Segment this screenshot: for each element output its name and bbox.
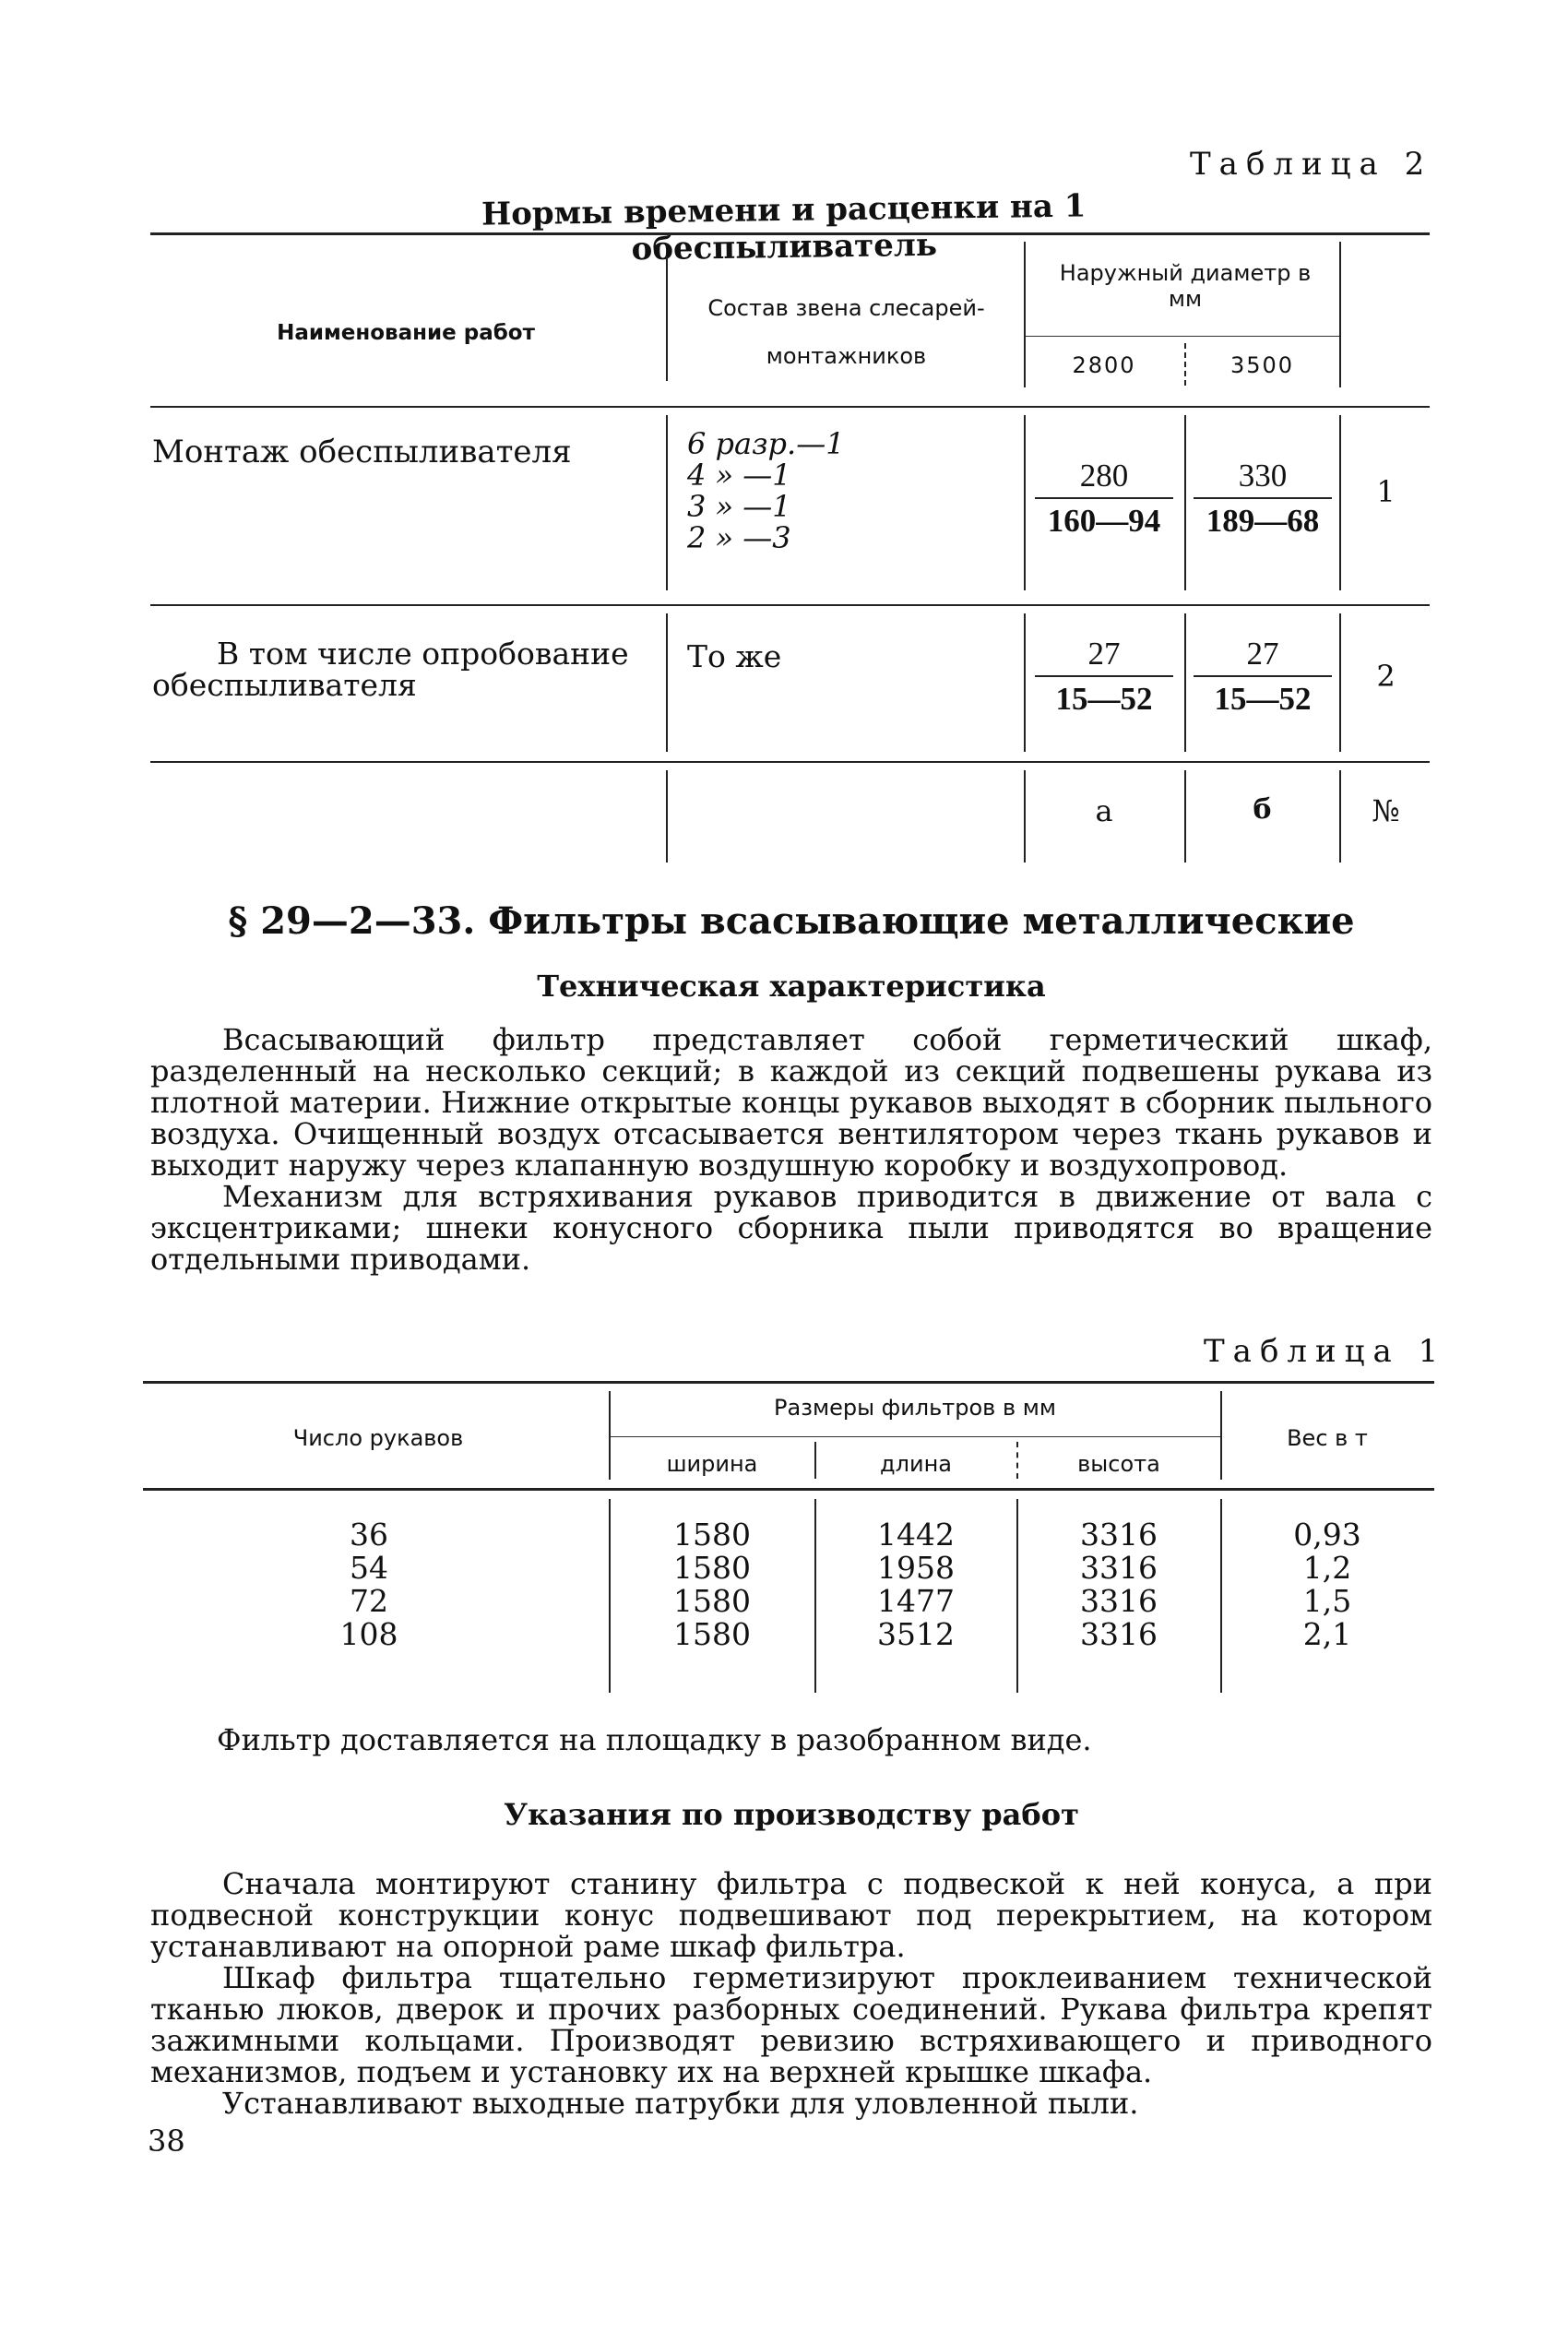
table2-header-team: Состав звена слесарей-монтажников [707, 295, 985, 369]
section-title: § 29—2—33. Фильтры всасывающие металлические [228, 899, 1355, 943]
table1-col-length [816, 1518, 1016, 1651]
table1-header-width: ширина [666, 1451, 758, 1477]
table2-r2-line-2 [1024, 613, 1026, 752]
table2-top-rule [150, 232, 1430, 235]
fraction-numerator: 280 [1079, 458, 1129, 494]
table1-header-sizes: Размеры фильтров в мм [774, 1395, 1056, 1421]
table2-header-work: Наименование работ [277, 321, 535, 345]
table-cell: 1580 [673, 1550, 751, 1586]
table2-row2-work: В том числе опробование обеспыливателя [152, 636, 629, 703]
table-cell: 1580 [673, 1583, 751, 1619]
table2-row2-rate-b [1194, 635, 1332, 718]
fraction-denominator: 160—94 [1047, 503, 1161, 539]
table1-header-weight: Вес в т [1287, 1425, 1368, 1451]
table-cell: 1580 [673, 1616, 751, 1652]
delivery-note: Фильтр доставляется на площадку в разобранном виде. [217, 1722, 1092, 1757]
table2-header-d1: 2800 [1072, 352, 1136, 378]
table-cell: 108 [339, 1616, 398, 1652]
fraction-bar [1194, 675, 1332, 677]
paragraph: Всасывающий фильтр представляет собой герметический шкаф, разделенный на несколько секций; в каждой из секций подвешены рукава из плотной материи. Нижние открытые концы рукавов выходят в сборник пыльного воздуха. Очищенный воздух отсасывается вентилятором через ткань рукавов и выходит наружу через клапанную воздушную коробку и воздухопровод. [150, 1022, 1432, 1183]
table1-col-height [1018, 1518, 1219, 1651]
table2-row2-team: То же [687, 638, 782, 674]
instructions-text [150, 1868, 1432, 2119]
section-subtitle: Техническая характеристика [537, 969, 1046, 1004]
table2-r2-line-4 [1339, 613, 1341, 752]
table2-row1-work: Монтаж обеспыливателя [152, 434, 572, 470]
page-number: 38 [148, 2124, 185, 2159]
table1-col-weight [1222, 1518, 1432, 1651]
table2-r1-line-3 [1184, 415, 1186, 590]
instructions-title: Указания по производству работ [504, 1797, 1079, 1832]
table1-header-height: высота [1077, 1451, 1160, 1477]
fraction-denominator: 15—52 [1214, 681, 1312, 717]
table2-col-line-1 [666, 256, 668, 381]
table1-header-length: длина [880, 1451, 952, 1477]
table2-row1-no: 1 [1376, 474, 1396, 509]
table-cell: 1442 [877, 1517, 955, 1553]
team-line: 4 » —1 [687, 458, 791, 493]
table-cell: 3316 [1080, 1517, 1158, 1553]
table2-header-d2: 3500 [1229, 352, 1295, 378]
table2-label: Таблица 2 [1190, 146, 1433, 183]
table-cell: 36 [350, 1517, 388, 1553]
table2-row1-rate-a [1035, 457, 1173, 540]
team-line: 6 разр.—1 [687, 426, 845, 461]
fraction-numerator: 330 [1238, 458, 1288, 494]
fraction-numerator: 27 [1246, 636, 1279, 672]
table2-r1-line-1 [666, 415, 668, 590]
fraction-denominator: 189—68 [1206, 503, 1320, 539]
paragraph: Устанавливают выходные патрубки для уловленной пыли. [222, 2086, 1139, 2121]
section-text [150, 1024, 1432, 1275]
table-cell: 1,2 [1302, 1550, 1352, 1586]
table1-col-width [611, 1518, 814, 1651]
table2-f-line-1 [666, 770, 668, 863]
table1-sizes-rule [609, 1436, 1220, 1437]
table2-footer-no: № [1372, 793, 1400, 828]
table2-row2-no: 2 [1376, 659, 1396, 694]
table1-col-count [277, 1518, 461, 1651]
table-cell: 54 [350, 1550, 388, 1586]
table2-title: Нормы времени и расценки на 1 обеспыливатель [481, 187, 1087, 268]
paragraph: Сначала монтируют станину фильтра с подвеской к ней конуса, а при подвесной конструкции конус подвешивают под перекрытием, на котором устанавливают на опорной раме шкаф фильтра. [150, 1866, 1432, 1964]
table-cell: 3316 [1080, 1616, 1158, 1652]
table-cell: 1580 [673, 1517, 751, 1553]
table-cell: 3316 [1080, 1583, 1158, 1619]
table2-header-rule [150, 406, 1430, 408]
table-cell: 1477 [877, 1583, 955, 1619]
table2-r2-line-3 [1184, 613, 1186, 752]
table2-diameter-rule [1024, 336, 1339, 337]
table2-row-rule-2 [150, 761, 1430, 763]
fraction-denominator: 15—52 [1055, 681, 1153, 717]
table1-header-rule [143, 1488, 1434, 1491]
table2-col-line-3 [1339, 242, 1341, 387]
table2-row2-rate-a [1035, 635, 1173, 718]
table2-footer-a: а [1095, 793, 1113, 828]
table2-footer-b: б [1253, 793, 1272, 826]
table-cell: 1958 [877, 1550, 955, 1586]
table2-header-diameter: Наружный диаметр в мм [1059, 260, 1312, 312]
table-cell: 3316 [1080, 1550, 1158, 1586]
table2-r2-line-1 [666, 613, 668, 752]
fraction-bar [1194, 497, 1332, 499]
paragraph: Шкаф фильтра тщательно герметизируют проклеиванием технической тканью люков, дверок и прочих разборных соединений. Рукава фильтра крепят зажимными кольцами. Производят ревизию встряхивающего и приводного механизмов, подъем и установку их на верхней крышке шкафа. [150, 1960, 1432, 2089]
fraction-bar [1035, 675, 1173, 677]
table2-row1-team [687, 428, 845, 553]
table2-r1-line-2 [1024, 415, 1026, 590]
table2-row1-rate-b [1194, 457, 1332, 540]
table-cell: 1,5 [1302, 1583, 1352, 1619]
paragraph: Механизм для встряхивания рукавов приводится в движение от вала с эксцентриками; шнеки конусного сборника пыли приводятся во вращение отдельными приводами. [150, 1179, 1432, 1277]
table1-label: Таблица 1 [1204, 1333, 1447, 1370]
table2-f-line-4 [1339, 770, 1341, 863]
fraction-bar [1035, 497, 1173, 499]
table2-r1-line-4 [1339, 415, 1341, 590]
team-line: 2 » —3 [687, 520, 791, 555]
fraction-numerator: 27 [1087, 636, 1121, 672]
table-cell: 2,1 [1302, 1616, 1352, 1652]
table1-header-count: Число рукавов [292, 1425, 464, 1451]
table2-row-rule-1 [150, 604, 1430, 606]
table1-top-rule [143, 1381, 1434, 1384]
team-line: 3 » —1 [687, 489, 791, 524]
table-cell: 0,93 [1293, 1517, 1361, 1553]
table-cell: 72 [350, 1583, 388, 1619]
table-cell: 3512 [877, 1616, 955, 1652]
